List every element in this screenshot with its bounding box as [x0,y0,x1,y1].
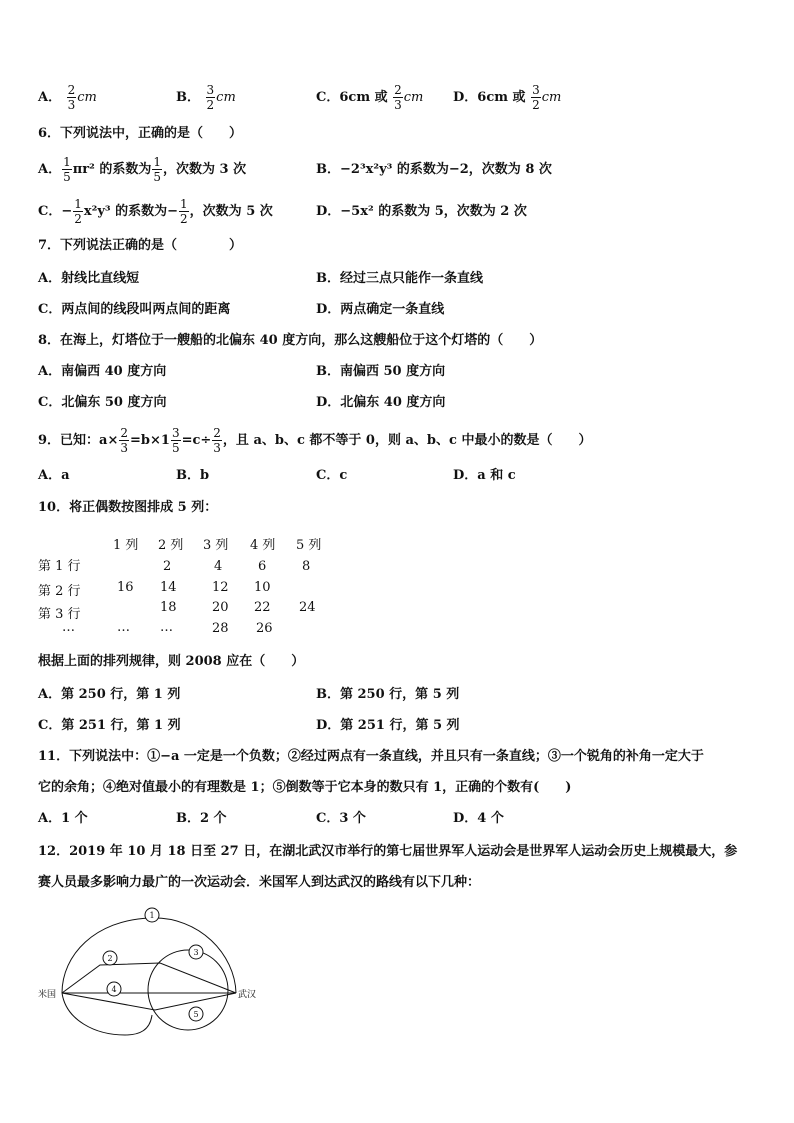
q8-option-c[interactable]: C．北偏东 50 度方向 [38,395,167,410]
route-label-2: 2 [107,954,113,963]
q11-option-a[interactable]: A．1 个 [38,811,88,826]
end-label: 武汉 [238,990,257,1000]
col-header: 4 列 [250,538,276,553]
q10-option-c[interactable]: C．第 251 行，第 1 列 [38,718,181,733]
col-header: 2 列 [158,538,184,553]
q6-option-c[interactable]: C．− $\frac{1}{2}$ x²y³ 的系数为− $\frac{1}{2}$ ，次数为 5 次 [38,197,273,226]
route-2-polyline [62,963,236,993]
q8-option-b[interactable]: B．南偏西 50 度方向 [316,364,446,379]
table-cell: 4 [214,559,223,574]
route-5-polyline [62,993,236,1010]
row-label: 第 1 行 [38,559,81,574]
table-cell: 8 [302,559,311,574]
q7-option-c[interactable]: C．两点间的线段叫两点间的距离 [38,302,231,317]
q11-option-c[interactable]: C．3 个 [316,811,366,826]
q10-question: 根据上面的排列规律，则 2008 应在（ ） [38,654,305,669]
q6-stem: 6．下列说法中，正确的是（ ） [38,126,243,141]
fraction: $\frac{3}{2}$ [206,83,215,112]
route-4-loop [62,993,152,1035]
q8-option-d[interactable]: D．北偏东 40 度方向 [316,395,446,410]
table-cell: 10 [254,580,271,595]
q8-stem: 8．在海上，灯塔位于一艘船的北偏东 40 度方向，那么这艘船位于这个灯塔的（ ） [38,333,543,348]
q5-option-a[interactable]: A． $\frac{2}{3}$ cm [38,83,97,112]
q7-option-a[interactable]: A．射线比直线短 [38,271,140,286]
q7-option-d[interactable]: D．两点确定一条直线 [316,302,445,317]
route-label-3: 3 [193,948,199,957]
table-cell: 24 [299,600,316,615]
table-cell: 6 [258,559,267,574]
q9-stem: 9．已知：a× $\frac{2}{3}$ =b×1 $\frac{3}{5}$ =c÷ $\frac{2}{3}$ ，且 a、b、c 都不等于 0，则 a、b、c 中最小的数是（ ） [38,426,592,455]
q11-option-d[interactable]: D．4 个 [453,811,504,826]
q10-option-d[interactable]: D．第 251 行，第 5 列 [316,718,460,733]
fraction: $\frac{1}{5}$ [153,155,161,184]
fraction: $\frac{1}{2}$ [180,197,188,226]
q10-option-b[interactable]: B．第 250 行，第 5 列 [316,687,460,702]
q8-option-a[interactable]: A．南偏西 40 度方向 [38,364,167,379]
table-cell: 12 [212,580,229,595]
q12-line-1: 12．2019 年 10 月 18 日至 27 日，在湖北武汉市举行的第七届世界军人运动会是世界军人运动会历史上规模最大，参 [38,844,738,859]
table-cell: 2 [163,559,172,574]
q6-option-a[interactable]: A． $\frac{1}{5}$ πr² 的系数为 $\frac{1}{5}$ ，次数为 3 次 [38,155,247,184]
table-cell: 16 [117,580,134,595]
col-header: 3 列 [203,538,229,553]
q7-option-b[interactable]: B．经过三点只能作一条直线 [316,271,483,286]
q9-option-b[interactable]: B．b [176,468,210,483]
table-cell: … [160,620,173,635]
fraction: $\frac{2}{3}$ [213,426,221,455]
q5-option-c[interactable]: C．6cm 或 $\frac{2}{3}$ cm [316,83,424,112]
q5-option-d[interactable]: D．6cm 或 $\frac{3}{2}$ cm [453,83,562,112]
table-cell: 22 [254,600,271,615]
route-3-circle [148,950,228,1030]
table-cell: … [62,620,75,635]
q6-option-d[interactable]: D．−5x² 的系数为 5，次数为 2 次 [316,204,527,219]
table-cell: 20 [212,600,229,615]
route-label-1: 1 [149,911,155,920]
q7-stem: 7．下列说法正确的是（ ） [38,238,243,253]
q12-line-2: 赛人员最多影响力最广的一次运动会．米国军人到达武汉的路线有以下几种： [38,875,481,890]
q9-option-c[interactable]: C．c [316,468,348,483]
q11-option-b[interactable]: B．2 个 [176,811,227,826]
row-label: 第 2 行 [38,584,81,599]
route-label-4: 4 [111,985,117,994]
q10-stem: 10．将正偶数按图排成 5 列： [38,500,218,515]
fraction: $\frac{2}{3}$ [120,426,129,455]
q10-option-a[interactable]: A．第 250 行，第 1 列 [38,687,181,702]
route-label-5: 5 [193,1010,199,1019]
col-header: 5 列 [296,538,322,553]
start-label: 米国 [38,990,57,1000]
fraction: $\frac{3}{5}$ [171,426,180,455]
fraction: $\frac{3}{2}$ [532,83,540,112]
q9-option-d[interactable]: D．a 和 c [453,468,516,483]
table-cell: 26 [256,621,273,636]
table-cell: 18 [160,600,177,615]
fraction: $\frac{2}{3}$ [67,83,76,112]
q11-line-2: 它的余角；④绝对值最小的有理数是 1；⑤倒数等于它本身的数只有 1，正确的个数有( ) [38,780,572,795]
col-header: 1 列 [113,538,139,553]
table-cell: 28 [212,621,229,636]
fraction: $\frac{1}{2}$ [74,197,82,226]
table-cell: 14 [160,580,177,595]
q11-line-1: 11．下列说法中：①−a 一定是一个负数；②经过两点有一条直线，并且只有一条直线；③一个锐角的补角一定大于 [38,749,704,764]
fraction: $\frac{2}{3}$ [394,83,402,112]
fraction: $\frac{1}{5}$ [63,155,71,184]
q9-option-a[interactable]: A．a [38,468,70,483]
row-label: 第 3 行 [38,607,81,622]
q6-option-b[interactable]: B．−2³x²y³ 的系数为−2，次数为 8 次 [316,162,552,177]
table-cell: … [117,620,130,635]
q5-option-b[interactable]: B． $\frac{3}{2}$ cm [176,83,236,112]
